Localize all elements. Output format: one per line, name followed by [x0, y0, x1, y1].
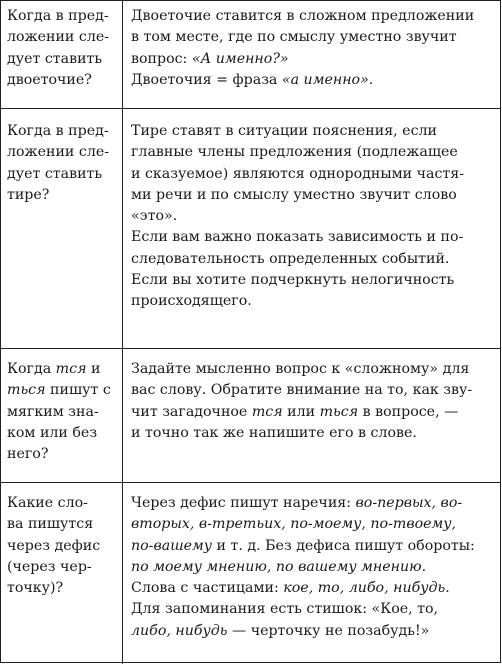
table-row: [1, 1, 500, 108]
question-line: Какие сло-: [7, 495, 88, 511]
answer-line: Через дефис пишут наречия: во-первых, во-: [131, 495, 463, 511]
question-line: ться пишут с: [7, 382, 111, 399]
answer-line: и сказуемое) являются однородными частя-: [131, 165, 465, 182]
answer-cell: [131, 493, 495, 642]
table-row: [1, 348, 500, 482]
answer-line: Для запоминания есть стишок: «Кое, то,: [131, 601, 439, 618]
answer-line: чит загадочное тся или ться в вопросе, —: [131, 403, 459, 420]
question-line: Когда в пред-: [7, 123, 109, 139]
answer-line: вас слову. Обратите внимание на то, как зву-: [131, 382, 473, 399]
answer-line: главные члены предложения (подлежащее: [131, 144, 458, 161]
question-cell: [7, 6, 119, 91]
answer-line: в том месте, где по смыслу уместно звучит: [131, 29, 457, 46]
answer-line: следовательность определенных событий.: [131, 250, 450, 267]
question-cell: [7, 493, 119, 599]
table-row: [1, 108, 500, 348]
answer-line: вопрос: «А именно?»: [131, 50, 289, 67]
question-line: тире?: [7, 186, 50, 203]
question-line: дует ставить: [7, 50, 103, 67]
answer-line: по моему мнению, по вашему мнению.: [131, 558, 427, 575]
answer-line: Тире ставят в ситуации пояснения, если: [131, 123, 437, 139]
question-line: мягким зна-: [7, 403, 99, 420]
answer-line: и точно так же напишите его в слове.: [131, 424, 417, 441]
question-line: (через чер-: [7, 558, 92, 575]
answer-line: либо, нибудь — черточку не позабудь!»: [131, 622, 430, 639]
question-cell: [7, 359, 119, 465]
question-line: дует ставить: [7, 165, 103, 182]
column-divider: [122, 483, 123, 664]
answer-cell: [131, 359, 495, 444]
answer-line: происходящего.: [131, 293, 252, 310]
question-line: ва пишутся: [7, 516, 94, 533]
answer-line: Если вам важно показать зависимость и по-: [131, 229, 464, 246]
answer-line: вторых, в-третьих, по-моему, по-твоему,: [131, 516, 457, 533]
answer-line: Задайте мысленно вопрос к «сложному» для: [131, 361, 470, 377]
answer-line: «это».: [131, 208, 178, 225]
table-row: [1, 482, 500, 664]
answer-line: Слова с частицами: кое, то, либо, нибудь.: [131, 580, 450, 597]
answer-line: Если вы хотите подчеркнуть нелогичность: [131, 272, 455, 289]
question-line: ложении сле-: [7, 144, 110, 161]
question-line: точку)?: [7, 580, 64, 597]
answer-cell: [131, 121, 495, 313]
question-line: него?: [7, 446, 49, 463]
question-line: ложении сле-: [7, 29, 110, 46]
question-line: через дефис: [7, 537, 101, 554]
question-line: Когда в пред-: [7, 8, 109, 24]
question-line: Когда тся и: [7, 361, 101, 377]
question-line: двоеточие?: [7, 71, 92, 88]
answer-line: Двоеточие ставится в сложном предложении: [131, 8, 475, 24]
column-divider: [122, 109, 123, 348]
answer-line: ми речи и по смыслу уместно звучит слово: [131, 186, 457, 203]
answer-line: по-вашему и т. д. Без дефиса пишут обороты:: [131, 537, 475, 554]
answer-cell: [131, 6, 495, 91]
answer-line: Двоеточия = фраза «а именно».: [131, 71, 374, 88]
question-cell: [7, 121, 119, 206]
column-divider: [122, 1, 123, 108]
column-divider: [122, 349, 123, 482]
question-line: ком или без: [7, 424, 98, 441]
